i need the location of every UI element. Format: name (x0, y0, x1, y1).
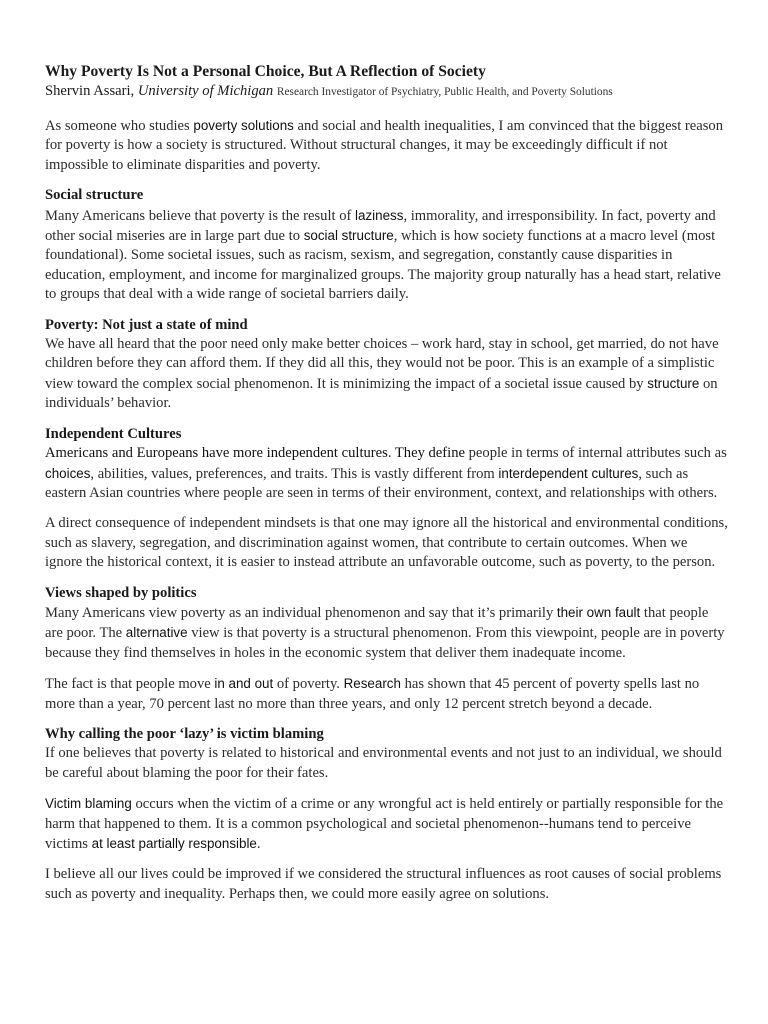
link-victim-blaming[interactable]: Victim blaming (45, 796, 132, 812)
link-laziness[interactable]: laziness (355, 207, 404, 223)
section-paragraph (45, 603, 728, 663)
link-in-and-out[interactable]: in and out (214, 676, 274, 692)
text: Many Americans believe that poverty is the result of (45, 207, 356, 224)
text: has shown that 45 percent of poverty spells last no more than a year, 70 percent last no more than three years, and only 12 percent stretch beyond a decade. (45, 676, 700, 712)
fact-paragraph (45, 674, 728, 714)
article-title: Why Poverty Is Not a Personal Choice, But A Reflection of Society (45, 63, 486, 80)
text: view is that poverty is a structural phenomenon. From this viewpoint, people are in poverty because they find themselves in holes in the economic system that deliver them inadequate income. (45, 625, 725, 661)
section-paragraph (45, 206, 728, 305)
text: , such as eastern Asian countries where people are seen in terms of their environment, context, and relationships with others. (45, 465, 718, 501)
text: , abilities, values, preferences, and traits. This is vastly different from (90, 465, 499, 482)
section-heading: Why calling the poor ‘lazy’ is victim blaming (45, 725, 324, 742)
conclusion-paragraph: I believe all our lives could be improved if we considered the structural influences as root causes of social problems such as poverty and inequality. Perhaps then, we could more easily agree on solutions. (45, 866, 722, 902)
link-structure[interactable]: structure (647, 375, 700, 391)
section-heading: Views shaped by politics (45, 584, 197, 601)
link-social-structure[interactable]: social structure (303, 228, 394, 244)
text: Many Americans view poverty as an individual phenomenon and say that it’s primarily (45, 604, 557, 621)
section-victim-blaming (45, 725, 728, 783)
text: The fact is that people move (45, 676, 215, 693)
text: . (256, 836, 261, 852)
link-partially-responsible[interactable]: at least partially responsible (91, 836, 257, 851)
section-paragraph (45, 444, 728, 503)
section-independent-cultures (45, 425, 728, 504)
link-they-define[interactable]: They define (394, 445, 465, 462)
text: , immorality, and irresponsibility. In fact, poverty and other social miseries are in large part due to (45, 207, 716, 245)
consequence-paragraph: A direct consequence of independent mindsets is that one may ignore all the historical and environmental conditions, such as slavery, segregation, and discrimination against women, that contribute to certain outcomes. When we ignore the historical context, it is easier to instead attribute an unfavorable outcome, such as poverty, to the person. (45, 515, 728, 571)
text: We have all heard that the poor need only make better choices – work hard, stay in school, get married, do not have children before they can afford them. If they did all this, they would not be poor. This is an example of a simplistic view toward the complex social phenomenon. It is minimizing the impact of a societal issue caused by (45, 336, 719, 392)
link-their-own-fault[interactable]: their own fault (556, 604, 641, 620)
text: and social and health inequalities, I am convinced that the biggest reason for poverty is how a society is structured. Without structural changes, it may be exceedingly difficult if not impossible to eliminate disparities and poverty. (45, 118, 724, 173)
text: . (387, 445, 395, 462)
section-paragraph: If one believes that poverty is related to historical and environmental events and not just to an individual, we should be careful about blaming the poor for their fates. (45, 745, 722, 781)
intro-paragraph (45, 116, 728, 175)
link-independent-cultures[interactable]: Americans and Europeans have more independent cultures (45, 445, 388, 462)
section-paragraph (45, 335, 728, 414)
section-social-structure (45, 186, 728, 304)
section-state-of-mind (45, 316, 728, 414)
author-role: Research Investigator of Psychiatry, Public Health, and Poverty Solutions (276, 86, 613, 98)
link-interdependent-cultures[interactable]: interdependent cultures (498, 465, 639, 481)
link-alternative[interactable]: alternative (125, 625, 188, 641)
section-heading: Independent Cultures (45, 425, 182, 442)
author-name: Shervin Assari, (45, 83, 135, 99)
byline (45, 82, 728, 102)
text: of poverty. (273, 676, 344, 693)
link-poverty-solutions[interactable]: poverty solutions (193, 118, 294, 133)
section-heading: Social structure (45, 187, 144, 204)
text: occurs when the victim of a crime or any wrongful act is held entirely or partially responsible for the harm that happened to them. It is a common psychological and societal phenomenon--humans tend to perceive victims (45, 796, 724, 852)
author-affiliation: University of Michigan (137, 83, 274, 99)
text: As someone who studies (45, 118, 194, 134)
link-research[interactable]: Research (343, 676, 401, 692)
victim-paragraph (45, 794, 728, 854)
section-heading: Poverty: Not just a state of mind (45, 316, 248, 333)
section-politics (45, 584, 728, 664)
text: , which is how society functions at a macro level (most foundational). Some societal issues, such as racism, sexism, and segregation, constantly cause disparities in education, employment, and income for marginalized groups. The majority group naturally has a head start, relative to groups that deal with a wide range of societal barriers daily. (45, 228, 721, 303)
text: that people are poor. The (45, 604, 709, 642)
text: people in terms of internal attributes such as (464, 445, 727, 462)
link-choices[interactable]: choices (45, 465, 91, 481)
text: on individuals’ behavior. (45, 375, 718, 412)
